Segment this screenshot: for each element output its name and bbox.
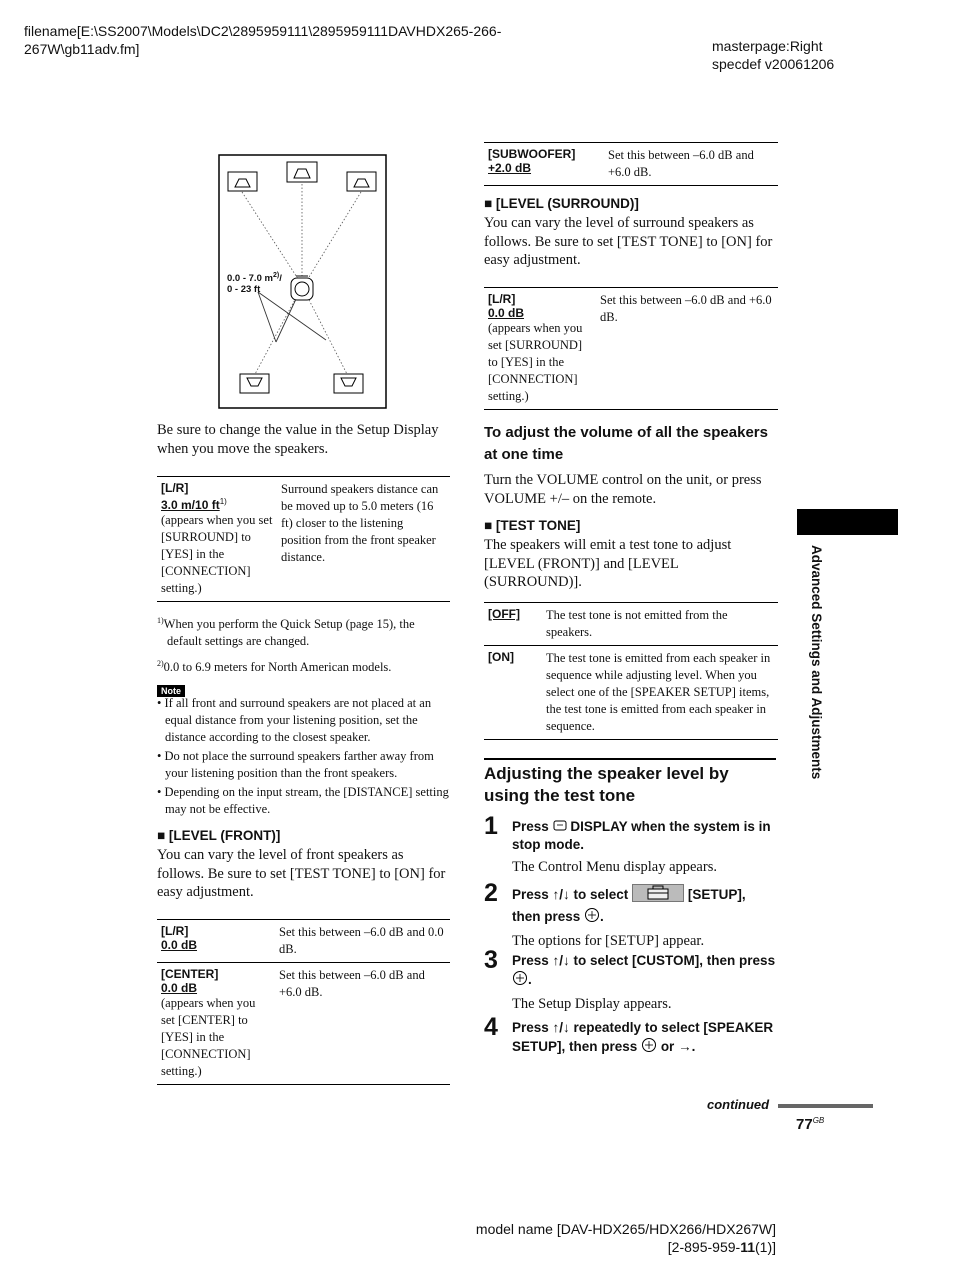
step-4: 4 Press ↑/↓ repeatedly to select [SPEAKER SETUP], then press or →. [484,1014,776,1058]
table-row: [CENTER] 0.0 dB (appears when you set [CENTER] to [YES] in the [CONNECTION] setting.) Set this between –6.0 dB and +6.0 dB. [157,963,450,1085]
section-divider [484,758,776,760]
step-1: 1 Press DISPLAY when the system is in stop mode. The Control Menu display appears. [484,812,771,876]
table-row: [SUBWOOFER] +2.0 dB Set this between –6.0 dB and +6.0 dB. [484,143,778,186]
square-bullet-icon: ■ [484,196,496,211]
volume-heading: To adjust the volume of all the speakers at one time [484,424,768,463]
distance-description: Surround speakers distance can be moved up to 5.0 meters (16 ft) closer to the listening position from the front speaker distance. [281,482,439,564]
display-button-icon [553,818,567,836]
continued-label: continued [707,1097,770,1112]
distance-table [157,476,450,602]
section-title: Adjusting the speaker level by using the test tone [484,764,729,805]
masterpage-label: masterpage:Right [712,38,823,54]
test-tone-heading: ■ [TEST TONE] [484,518,581,533]
square-bullet-icon: ■ [157,828,169,843]
notes-list [157,695,449,820]
footnote-1: $^{1)}$When you perform the Quick Setup (page 15), the default settings are changed. [157,616,415,649]
step-3: 3 Press ↑/↓ to select [CUSTOM], then press . The Setup Display appears. [484,946,776,1012]
setup-toolbox-icon [632,884,684,907]
footer [470,1220,776,1256]
level-front-table [157,919,450,1085]
enter-button-icon [641,1037,657,1058]
side-tab-label: Advanced Settings and Adjustments [809,545,824,780]
table-row: [ON] The test tone is emitted from each speaker in sequence while adjusting level. When you select one of the [SPEAKER SETUP] items, the test tone is emitted from each speaker in sequence. [484,646,778,740]
test-tone-table [484,602,778,740]
footnote-2: $^{2)}$0.0 to 6.9 meters for North American models. [157,659,392,675]
enter-button-icon [584,907,600,928]
note-item: • Depending on the input stream, the [DISTANCE] setting may not be effective. [157,785,449,816]
distance-setting-cell: [L/R] 3.0 m/10 $ft^{1)}$ (appears when you set [SURROUND] to [YES] in the [CONNECTION] setting.) [161,481,273,595]
volume-text: Turn the VOLUME control on the unit, or press VOLUME +/– on the remote. [484,472,762,507]
level-front-heading: ■ [LEVEL (FRONT)] [157,828,281,843]
test-tone-text: The speakers will emit a test tone to adjust [LEVEL (FRONT)] and [LEVEL (SURROUND)]. [484,537,732,590]
header-masterpage [712,37,852,73]
note-item: • Do not place the surround speakers farther away from your listening position than the front speakers. [157,749,434,780]
intro-text: Be sure to change the value in the Setup Display when you move the speakers. [157,422,439,457]
continued-bar [778,1104,873,1108]
level-front-text: You can vary the level of front speakers as follows. Be sure to set [TEST TONE] to [ON] for easy adjustment. [157,847,446,900]
speaker-layout-diagram [218,154,387,409]
distance-range-label: 0.0 - 7.0 $m^{2)}/$ 0 - 23 ft [227,272,282,296]
table-row: [OFF] The test tone is not emitted from the speakers. [484,603,778,646]
level-surround-heading: ■ [LEVEL (SURROUND)] [484,196,639,211]
table-row: [L/R] 0.0 dB Set this between –6.0 dB and 0.0 dB. [157,920,450,963]
enter-button-icon [512,970,528,991]
level-surround-text: You can vary the level of surround speakers as follows. Be sure to set [TEST TONE] to [ON] for easy adjustment. [484,215,773,268]
footnotes [157,612,449,676]
level-surround-table [484,287,778,410]
note-item: • If all front and surround speakers are not placed at an equal distance from your listening position, set the distance according to the closest speaker. [157,696,432,744]
header-filename: filename[E:\SS2007\Models\DC2\2895959111\2895959111DAVHDX265-266- 267W\gb11adv.fm] [24,23,502,57]
document-code: [2-895-959-11(1)] [667,1239,776,1255]
page-number: $77^{GB}$ [796,1116,825,1133]
section-tab-marker [797,509,898,535]
model-name: model name [DAV-HDX265/HDX266/HDX267W] [475,1221,776,1237]
table-row: [L/R] 0.0 dB (appears when you set [SURROUND] to [YES] in the [CONNECTION] setting.) Set this between –6.0 dB and +6.0 dB. [484,288,778,410]
specdef-label: specdef v20061206 [712,56,835,72]
subwoofer-table [484,142,778,186]
step-2: 2 Press ↑/↓ to select [SETUP], then press . The options for [SETUP] appear. [484,879,746,949]
note-badge: Note [157,681,185,699]
square-bullet-icon: ■ [484,518,496,533]
